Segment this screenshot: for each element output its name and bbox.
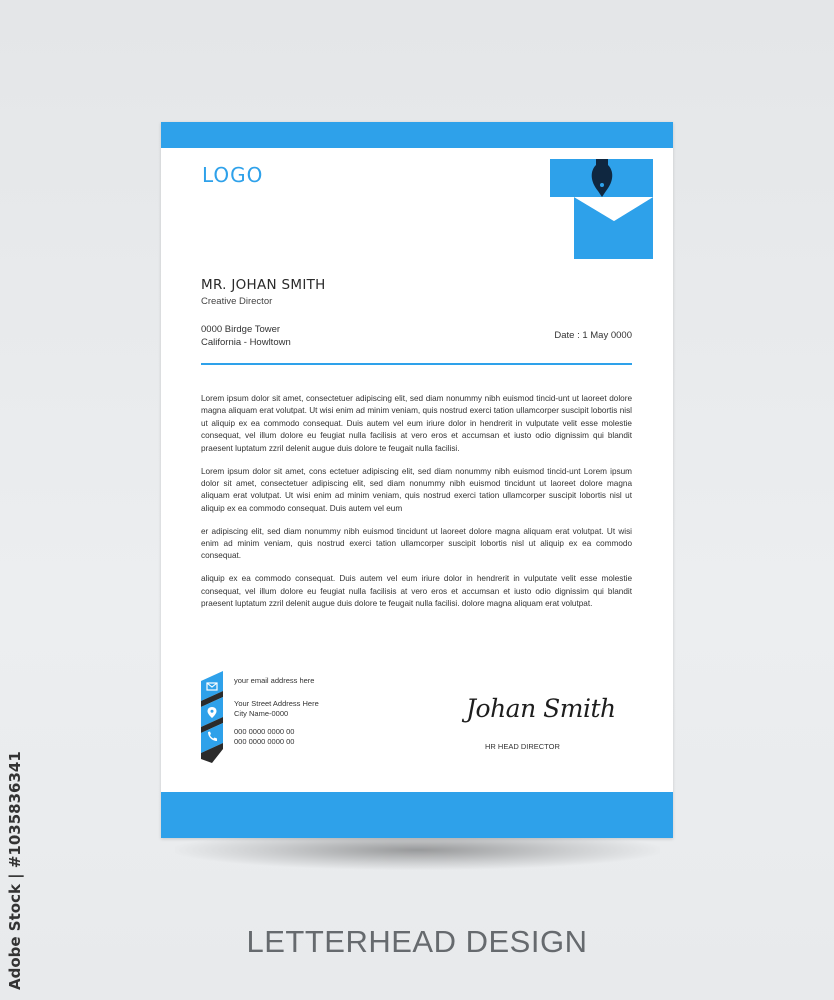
- pen-envelope-emblem: [550, 159, 653, 259]
- contact-email: your email address here: [234, 676, 315, 685]
- sender-title: Creative Director: [201, 296, 273, 307]
- contact-phone: 000 0000 0000 00: [234, 727, 295, 736]
- letter-body: [201, 393, 632, 621]
- body-paragraph: er adipiscing elit, sed diam nonummy nibh euismod tincidunt ut laoreet dolore magna aliquam erat volutpat. Ut wisi enim ad minim veniam, quis nostrud exerci tation ullamcorper suscipit lobortis nisl ut aliquip ex ea commodo consequat.: [201, 526, 632, 561]
- body-paragraph: Lorem ipsum dolor sit amet, cons ectetuer adipiscing elit, sed diam nonummy nibh euismod tincid-unt Lorem ipsum dolor sit amet, consectetuer adipiscing elit, sed diam nonummy nibh euismod tincidunt ut laoreet dolore magna aliquam erat volutpat. Ut wisi enim ad minim veniam, quis nostrud exerci tation ullamcorper suscipit lobortis nisl ut aliquip ex ea commodo consequat. Duis autem vel eum: [201, 466, 632, 513]
- stock-watermark-id: Adobe Stock | #1035836341: [6, 751, 24, 990]
- body-paragraph: Lorem ipsum dolor sit amet, consectetuer adipiscing elit, sed diam nonummy nibh euismod tincid-unt ut laoreet dolore magna aliquam erat volutpat. Ut wisi enim ad minim veniam, quis nostrud exerci tation ullamcorper suscipit lobortis nisl ut aliquip ex ea commodo consequat. Duis autem vel eum iriure dolor in hendrerit in vulputate velit esse molestie consequat, vel illum dolore eu feugiat nulla facilisis at vero eros et accumsan et iusto odio dignissim qui blandit praesent luptatum zzril delenit augue duis dolore te feugait nulla facilisi.: [201, 394, 632, 453]
- header-divider: [201, 363, 632, 365]
- contact-city: City Name-0000: [234, 709, 289, 718]
- signature: Johan Smith: [466, 694, 616, 723]
- design-headline: LETTERHEAD DESIGN: [246, 924, 588, 959]
- letterhead-page: [161, 122, 673, 838]
- contact-ribbon: [201, 671, 227, 763]
- signature-title: HR HEAD DIRECTOR: [485, 742, 560, 751]
- contact-block: [201, 671, 401, 761]
- sender-name: MR. JOHAN SMITH: [201, 277, 326, 293]
- bottom-accent-band: [161, 792, 673, 838]
- top-accent-band: [161, 122, 673, 148]
- letter-date: Date : 1 May 0000: [554, 330, 632, 341]
- logo-text: LOGO: [202, 163, 264, 187]
- contact-phone: 000 0000 0000 00: [234, 737, 295, 746]
- sender-address-line1: 0000 Birdge Tower: [201, 324, 281, 335]
- sender-address-line2: California - Howltown: [201, 337, 291, 348]
- contact-street: Your Street Address Here: [234, 699, 319, 708]
- body-paragraph: aliquip ex ea commodo consequat. Duis autem vel eum iriure dolor in hendrerit in vulputate velit esse molestie consequat, vel illum dolore eu feugiat nulla facilisis at vero eros et accumsan et iusto odio dignissim qui blandit praesent luptatum zzril delenit augue duis dolore te feugait nulla facilisi. dolore magna aliquam erat volutpat.: [201, 574, 632, 609]
